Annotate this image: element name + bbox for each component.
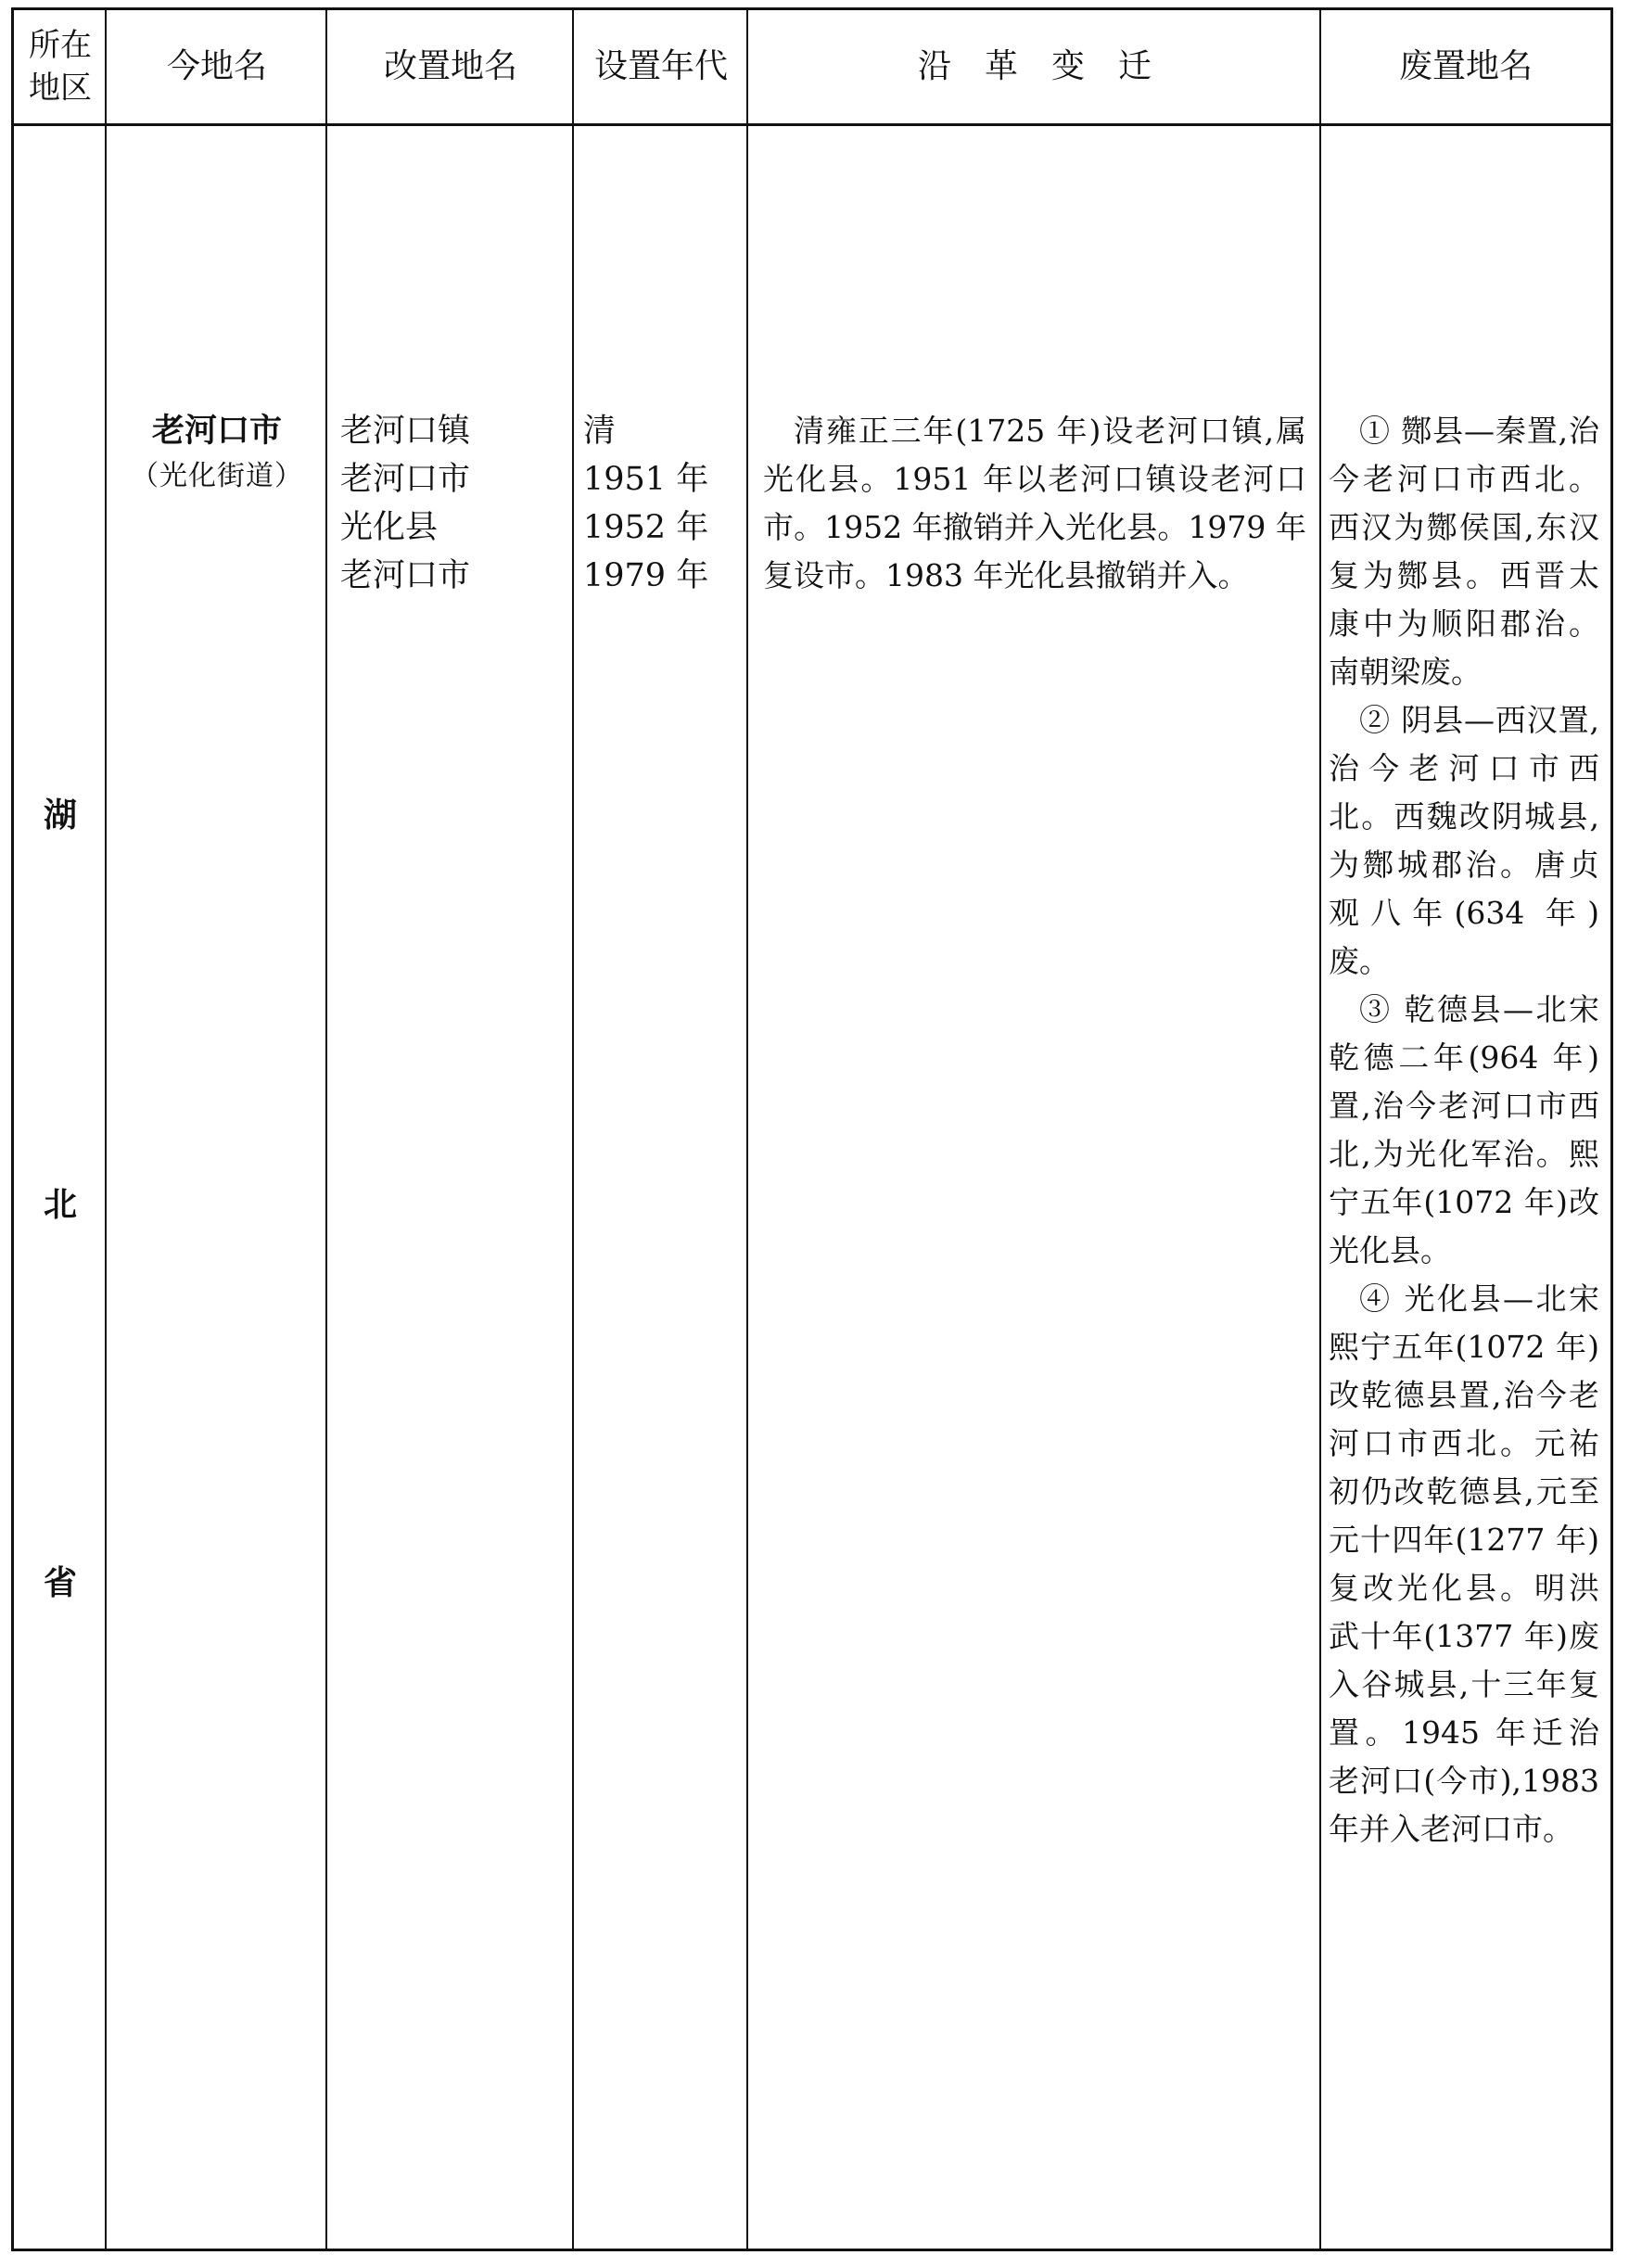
header-years: 设置年代	[593, 47, 728, 85]
abolished-item-2: ② 阴县—西汉置,治今老河口市西北。西魏改阴城县,为酂城郡治。唐贞观八年(634 年)废。	[1329, 702, 1599, 979]
year-2: 1951 年	[583, 461, 709, 498]
year-1: 清	[583, 413, 617, 450]
region-column	[14, 10, 107, 2249]
history-column	[748, 10, 1321, 2249]
header-current-name: 今地名	[166, 47, 267, 85]
changed-names-column	[327, 10, 574, 2249]
year-4: 1979 年	[583, 557, 709, 594]
changed-name-1: 老河口镇	[340, 413, 471, 450]
changed-names-cell	[327, 407, 574, 600]
header-abolished: 废置地名	[1398, 47, 1533, 85]
header-divider	[14, 123, 1610, 126]
region-char-3: 省	[43, 1564, 77, 1602]
current-name: 老河口市	[151, 413, 282, 450]
changed-name-4: 老河口市	[340, 557, 471, 594]
years-cell	[574, 407, 748, 600]
current-name-column	[107, 10, 327, 2249]
current-name-cell	[107, 407, 327, 498]
header-region	[14, 10, 107, 123]
region-char-2: 北	[43, 1186, 77, 1224]
abolished-item-4: ④ 光化县—北宋熙宁五年(1072 年)改乾德县置,治今老河口市西北。元祐初仍改乾德县,元至元十四年(1277 年)复改光化县。明洪武十年(1377 年)废入谷城县,十三年复置。1945 年迁治老河口(今市),1983 年并入老河口市。	[1329, 1281, 1599, 1847]
current-name-subdistrict: （光化街道）	[131, 460, 303, 492]
header-history: 沿 革 变 迁	[917, 47, 1152, 85]
abolished-cell	[1321, 407, 1610, 1854]
year-3: 1952 年	[583, 509, 709, 546]
changed-name-2: 老河口市	[340, 461, 471, 498]
changed-name-3: 光化县	[340, 509, 439, 546]
abolished-item-1: ① 酂县—秦置,治今老河口市西北。西汉为酂侯国,东汉复为酂县。西晋太康中为顺阳郡治。南朝梁废。	[1329, 413, 1599, 690]
abolished-item-3: ③ 乾德县—北宋乾德二年(964 年)置,治今老河口市西北,为光化军治。熙宁五年(1072 年)改光化县。	[1329, 991, 1599, 1268]
region-char-1: 湖	[43, 796, 77, 835]
history-cell: 清雍正三年(1725 年)设老河口镇,属光化县。1951 年以老河口镇设老河口市。1952 年撤销并入光化县。1979 年复设市。1983 年光化县撤销并入。	[763, 413, 1306, 593]
years-column	[574, 10, 748, 2249]
header-region-line-1: 所在	[29, 27, 92, 64]
header-region-line-2: 地区	[29, 70, 92, 107]
header-changed-names: 改置地名	[383, 47, 517, 85]
gazetteer-table	[11, 7, 1613, 2251]
